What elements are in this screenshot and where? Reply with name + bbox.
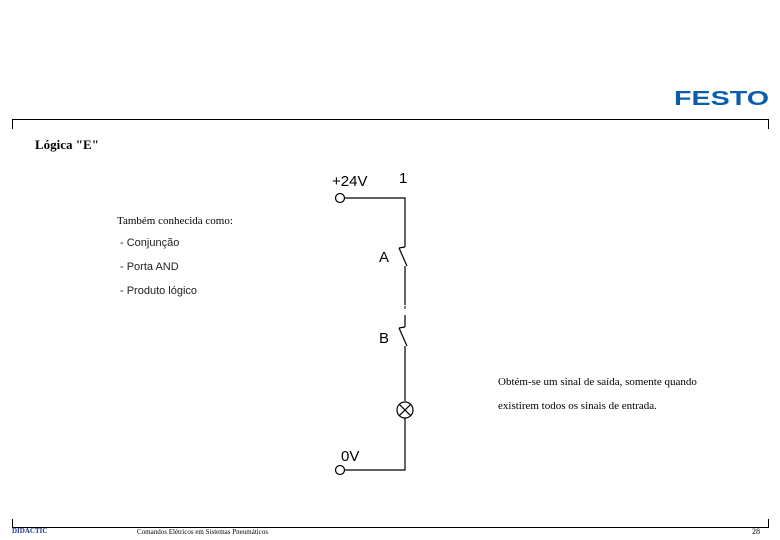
supply-terminal (336, 194, 345, 203)
switch-b-label: B (379, 330, 390, 347)
slide-title: Lógica "E" (35, 137, 99, 152)
footer-divider-right-tick (768, 519, 769, 528)
ground-terminal (336, 466, 345, 475)
switch-a-contact (399, 248, 407, 266)
aliases-list (120, 236, 197, 308)
alias-item: - Porta AND (120, 261, 179, 273)
alias-item: - Produto lógico (120, 285, 198, 297)
and-circuit-diagram (325, 165, 435, 480)
festo-logo (674, 89, 770, 107)
note-line: existirem todos os sinais de entrada. (498, 400, 657, 412)
festo-logo-text: FESTO (674, 89, 769, 107)
switch-b-contact (399, 328, 407, 346)
supply-wire (345, 198, 406, 247)
header-divider-right-tick (768, 119, 769, 129)
lamp-icon (397, 402, 413, 418)
header-divider (12, 119, 769, 120)
switch-a-label: A (379, 249, 390, 266)
footer-course-title: Comandos Elétricos em Sistemas Pneumáticos (137, 528, 269, 536)
note-line: Obtém-se um sinal de saída, somente quando (498, 376, 697, 388)
output-note (498, 370, 697, 418)
line-number-label: 1 (399, 170, 408, 187)
supply-voltage-label: +24V (332, 173, 368, 190)
ground-voltage-label: 0V (341, 448, 360, 465)
switch-b-stub (399, 327, 405, 328)
aliases-heading: Também conhecida como: (117, 215, 233, 227)
alias-item: - Conjunção (120, 237, 180, 249)
footer-brand: DIDACTIC (12, 527, 48, 535)
page-number: 28 (752, 527, 760, 536)
switch-a-stub (399, 247, 405, 248)
header-divider-left-tick (12, 119, 13, 129)
footer-divider (12, 527, 769, 528)
